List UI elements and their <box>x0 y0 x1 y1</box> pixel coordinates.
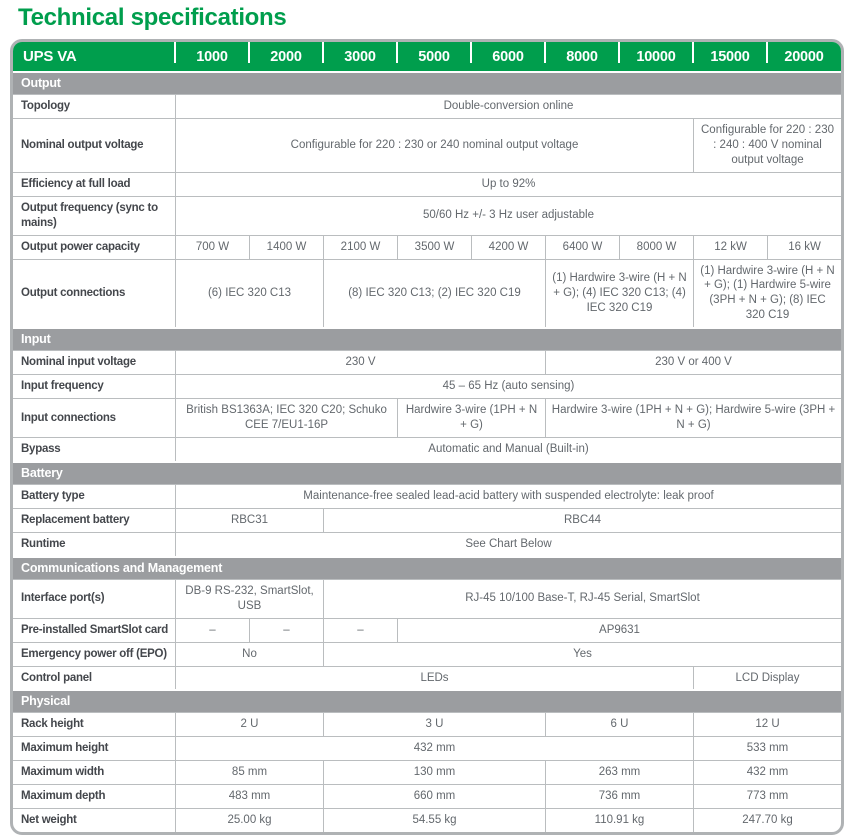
table-body <box>13 71 841 832</box>
table-row-emergency-power-off-epo <box>13 642 841 666</box>
spec-cell: AP9631 <box>397 619 841 642</box>
spec-cell: Automatic and Manual (Built-in) <box>175 438 841 461</box>
row-label: Efficiency at full load <box>21 177 131 190</box>
spec-table <box>10 39 844 835</box>
table-row-topology <box>13 94 841 118</box>
spec-cell: See Chart Below <box>175 533 841 556</box>
spec-cell: (1) Hardwire 3-wire (H + N + G); (1) Hardwire 5-wire (3PH + N + G); (8) IEC 320 C19 <box>693 260 841 328</box>
row-label: Control panel <box>21 671 92 684</box>
row-label: Maximum height <box>21 742 109 755</box>
spec-cell: 85 mm <box>175 761 323 784</box>
spec-cell: 700 W <box>175 236 249 259</box>
spec-cell: 130 mm <box>323 761 545 784</box>
row-label: Net weight <box>21 814 77 827</box>
row-label: Input frequency <box>21 380 104 393</box>
spec-cell: 2100 W <box>323 236 397 259</box>
spec-cell: 773 mm <box>693 785 841 808</box>
table-row-maximum-height <box>13 736 841 760</box>
table-row-nominal-input-voltage <box>13 350 841 374</box>
table-row-output-frequency-sync-to-mains <box>13 196 841 235</box>
spec-cell: 12 U <box>693 713 841 736</box>
table-row-control-panel <box>13 666 841 690</box>
table-row-input-frequency <box>13 374 841 398</box>
spec-cell: 110.91 kg <box>545 809 693 832</box>
spec-cell: LCD Display <box>693 667 841 690</box>
section-header-output: Output <box>13 71 841 94</box>
spec-cell: Hardwire 3-wire (1PH + N + G) <box>397 399 545 437</box>
table-row-interface-port-s <box>13 579 841 618</box>
spec-cell: RBC44 <box>323 509 841 532</box>
spec-cell: 16 kW <box>767 236 841 259</box>
header-cell-1000: 1000 <box>175 42 249 71</box>
spec-cell: 6400 W <box>545 236 619 259</box>
spec-cell: – <box>175 619 249 642</box>
table-row-runtime <box>13 532 841 556</box>
spec-cell: Up to 92% <box>175 173 841 196</box>
spec-cell: RBC31 <box>175 509 323 532</box>
table-row-pre-installed-smartslot-card <box>13 618 841 642</box>
spec-cell: 54.55 kg <box>323 809 545 832</box>
page-title: Technical specifications <box>18 4 287 31</box>
row-label: Maximum depth <box>21 790 106 803</box>
spec-cell: 6 U <box>545 713 693 736</box>
row-label: Nominal output voltage <box>21 138 144 151</box>
row-label: Interface port(s) <box>21 592 105 605</box>
spec-cell: DB-9 RS-232, SmartSlot, USB <box>175 580 323 618</box>
table-row-nominal-output-voltage <box>13 118 841 172</box>
row-label: Nominal input voltage <box>21 356 136 369</box>
section-header-physical: Physical <box>13 689 841 712</box>
section-header-input: Input <box>13 327 841 350</box>
spec-cell: (1) Hardwire 3-wire (H + N + G); (4) IEC 320 C13; (4) IEC 320 C19 <box>545 260 693 328</box>
table-row-net-weight <box>13 808 841 832</box>
spec-cell: Maintenance-free sealed lead-acid battery with suspended electrolyte: leak proof <box>175 485 841 508</box>
table-row-output-connections <box>13 259 841 328</box>
spec-cell: 25.00 kg <box>175 809 323 832</box>
row-label: Pre-installed SmartSlot card <box>21 623 169 636</box>
spec-cell: 45 – 65 Hz (auto sensing) <box>175 375 841 398</box>
row-label: Output frequency (sync to mains) <box>21 201 158 229</box>
table-row-rack-height <box>13 712 841 736</box>
row-label: Maximum width <box>21 766 105 779</box>
section-header-communications-and-management: Communications and Management <box>13 556 841 579</box>
spec-cell: 3 U <box>323 713 545 736</box>
spec-cell: (6) IEC 320 C13 <box>175 260 323 328</box>
spec-cell: 263 mm <box>545 761 693 784</box>
header-cell-3000: 3000 <box>323 42 397 71</box>
spec-cell: 660 mm <box>323 785 545 808</box>
table-row-battery-type <box>13 484 841 508</box>
spec-cell: RJ-45 10/100 Base-T, RJ-45 Serial, SmartSlot <box>323 580 841 618</box>
spec-cell: LEDs <box>175 667 693 690</box>
table-row-replacement-battery <box>13 508 841 532</box>
header-cell-20000: 20000 <box>767 42 841 71</box>
row-label: Topology <box>21 100 70 112</box>
header-cell-5000: 5000 <box>397 42 471 71</box>
row-label: Output connections <box>21 286 126 299</box>
spec-cell: – <box>323 619 397 642</box>
row-label: Input connections <box>21 411 116 424</box>
spec-cell: British BS1363A; IEC 320 C20; Schuko CEE 7/EU1-16P <box>175 399 397 437</box>
header-cell-8000: 8000 <box>545 42 619 71</box>
spec-cell: Hardwire 3-wire (1PH + N + G); Hardwire 5-wire (3PH + N + G) <box>545 399 841 437</box>
spec-cell: – <box>249 619 323 642</box>
table-row-maximum-depth <box>13 784 841 808</box>
spec-cell: 432 mm <box>693 761 841 784</box>
row-label: Battery type <box>21 489 85 502</box>
row-label: Emergency power off (EPO) <box>21 647 167 660</box>
spec-cell: No <box>175 643 323 666</box>
row-label: Output power capacity <box>21 240 140 253</box>
spec-cell: Double-conversion online <box>175 95 841 118</box>
spec-cell: 8000 W <box>619 236 693 259</box>
table-header-row <box>13 42 841 71</box>
header-cell-2000: 2000 <box>249 42 323 71</box>
header-cell-6000: 6000 <box>471 42 545 71</box>
spec-cell: 533 mm <box>693 737 841 760</box>
spec-cell: 3500 W <box>397 236 471 259</box>
spec-cell: (8) IEC 320 C13; (2) IEC 320 C19 <box>323 260 545 328</box>
header-cell-15000: 15000 <box>693 42 767 71</box>
spec-cell: 247.70 kg <box>693 809 841 832</box>
spec-cell: 50/60 Hz +/- 3 Hz user adjustable <box>175 197 841 235</box>
spec-cell: Yes <box>323 643 841 666</box>
spec-cell: 4200 W <box>471 236 545 259</box>
spec-cell: Configurable for 220 : 230 or 240 nominal output voltage <box>175 119 693 172</box>
section-header-battery: Battery <box>13 461 841 484</box>
row-label: Runtime <box>21 537 66 550</box>
spec-cell: 1400 W <box>249 236 323 259</box>
header-cell-ups-va: UPS VA <box>23 48 77 65</box>
spec-cell: 230 V or 400 V <box>545 351 841 374</box>
table-row-output-power-capacity <box>13 235 841 259</box>
header-cell-10000: 10000 <box>619 42 693 71</box>
table-row-efficiency-at-full-load <box>13 172 841 196</box>
table-row-bypass <box>13 437 841 461</box>
row-label: Bypass <box>21 443 61 455</box>
spec-cell: 2 U <box>175 713 323 736</box>
spec-cell: Configurable for 220 : 230 : 240 : 400 V nominal output voltage <box>693 119 841 172</box>
spec-cell: 12 kW <box>693 236 767 259</box>
spec-cell: 483 mm <box>175 785 323 808</box>
row-label: Rack height <box>21 718 84 731</box>
row-label: Replacement battery <box>21 513 130 526</box>
spec-cell: 736 mm <box>545 785 693 808</box>
spec-cell: 432 mm <box>175 737 693 760</box>
table-row-input-connections <box>13 398 841 437</box>
table-row-maximum-width <box>13 760 841 784</box>
spec-cell: 230 V <box>175 351 545 374</box>
